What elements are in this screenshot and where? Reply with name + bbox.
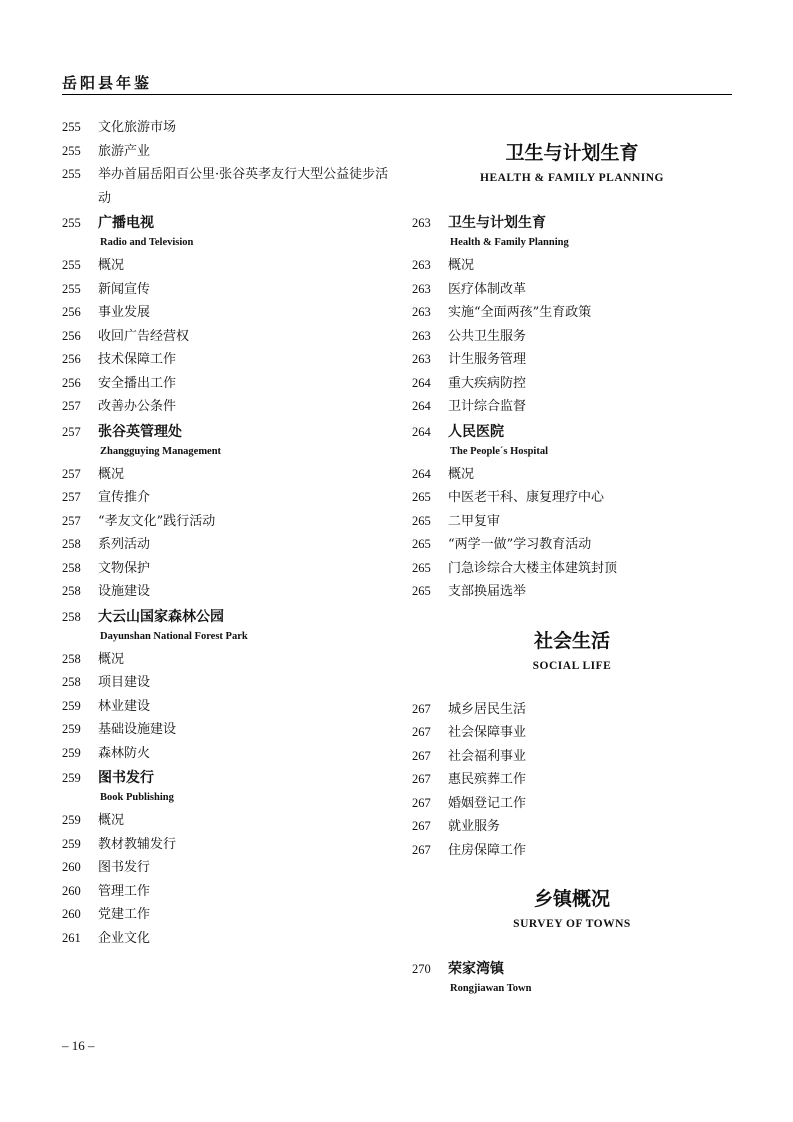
toc-page-number: 263 [412,216,431,230]
toc-entry [412,792,732,816]
major-section-english-title: SOCIAL LIFE [532,659,612,672]
toc-page-number: 258 [62,609,81,624]
toc-entry-title: 医疗体制改革 [448,281,527,297]
toc-entry [62,116,392,140]
major-section-heading [412,626,732,676]
toc-entry [412,348,732,372]
toc-entry-title: 概况 [98,813,125,828]
toc-entry-title: 概况 [98,651,125,667]
toc-entry-title: 技术保障工作 [98,352,177,367]
toc-page-number: 256 [62,328,81,343]
toc-page-number: 257 [62,399,81,413]
toc-page-number: 264 [412,466,431,481]
toc-entry [412,745,732,769]
toc-page-number: 263 [412,352,431,366]
toc-entry [62,278,392,302]
toc-entry-title: 项目建设 [98,675,151,690]
toc-entry [62,254,392,278]
toc-entry-title: 旅游产业 [98,143,151,159]
toc-page-number: 255 [62,143,81,158]
toc-page-number: 267 [412,772,431,786]
toc-entry [62,510,392,534]
major-section-english-title: HEALTH & FAMILY PLANNING [480,172,664,184]
toc-entry-title: 概况 [98,466,125,482]
toc-entry-title: 图书发行 [98,860,151,875]
toc-entry-title: 实施“全面两孩”生育政策 [448,305,592,320]
toc-entry-title: 支部换届选举 [448,584,527,599]
toc-page-number: 256 [62,305,81,319]
toc-entry [62,163,392,210]
toc-page-number: 255 [62,258,81,272]
toc-page-number: 259 [62,813,81,827]
toc-entry [412,721,732,745]
toc-entry-title: 二甲复审 [448,513,501,529]
toc-entry [412,325,732,349]
toc-page-number: 259 [62,836,81,851]
toc-section-english-title: The People´s Hospital [450,445,549,457]
toc-entry-title: 计生服务管理 [448,352,527,367]
toc-entry [62,880,392,904]
toc-entry [62,718,392,742]
toc-entry-title: 概况 [448,258,475,273]
toc-entry-title: 新闻宣传 [98,281,151,297]
toc-page-number: 270 [412,962,431,976]
toc-page-number: 256 [62,352,81,366]
toc-section-title: 人民医院 [448,423,504,440]
toc-page-number: 259 [62,745,81,760]
toc-entry-title: 卫计综合监督 [448,399,527,414]
toc-entry-title: 基础设施建设 [98,722,177,737]
toc-entry [62,372,392,396]
toc-page-number: 255 [62,216,81,230]
toc-page-number: 257 [62,466,81,481]
toc-page-number: 258 [62,584,81,598]
toc-page-number: 264 [412,399,431,413]
toc-entry [412,698,732,722]
toc-entry-title: 文物保护 [98,560,151,576]
toc-page-number: 260 [62,860,81,874]
toc-entry [412,372,732,396]
toc-entry [412,768,732,792]
toc-section-english-title: Zhangguying Management [100,445,222,457]
toc-entry [62,557,392,581]
running-header: 岳阳县年鉴 [62,74,153,92]
toc-page-number: 259 [62,771,81,785]
toc-page-number: 260 [62,907,81,921]
toc-entry [412,533,732,557]
toc-entry-title: “孝友文化”践行活动 [98,513,216,529]
toc-section-entry [62,765,392,791]
toc-entry-title: 林业建设 [98,698,151,714]
toc-entry-title: 文化旅游市场 [98,120,177,135]
toc-entry-title: 就业服务 [448,819,501,834]
toc-entry [412,463,732,487]
toc-entry-title: 设施建设 [98,584,151,599]
toc-page-number: 257 [62,513,81,528]
toc-entry [412,580,732,604]
toc-section-title: 张谷英管理处 [98,423,182,440]
toc-right-column [412,138,732,1000]
toc-entry [412,395,732,419]
toc-page-number: 255 [62,167,81,181]
toc-entry-title: 重大疾病防控 [448,375,527,391]
toc-entry [62,833,392,857]
toc-entry-title: 中医老干科、康复理疗中心 [448,490,605,505]
toc-entry-title: “两学一做”学习教育活动 [448,537,592,552]
toc-section-entry [412,956,732,982]
toc-page-number: 261 [62,930,81,945]
toc-entry-title: 管理工作 [98,883,151,899]
toc-entry [62,648,392,672]
toc-page-number: 264 [412,424,431,439]
major-section-title: 卫生与计划生育 [505,142,639,164]
toc-entry-title: 公共卫生服务 [448,328,527,344]
toc-entry [412,839,732,863]
toc-entry-title: 婚姻登记工作 [448,795,527,811]
toc-entry-title: 宣传推介 [98,490,151,505]
toc-entry-title: 住房保障工作 [448,842,527,858]
toc-entry-title: 事业发展 [98,305,151,320]
toc-entry [62,742,392,766]
toc-page-number: 263 [412,281,431,296]
toc-entry [412,557,732,581]
toc-page-number: 267 [412,725,431,739]
toc-entry-title: 收回广告经营权 [98,328,190,344]
toc-entry-title: 概况 [448,466,475,482]
toc-page-number: 265 [412,490,431,504]
toc-section-title: 卫生与计划生育 [448,215,546,231]
toc-entry [62,671,392,695]
toc-entry [62,856,392,880]
toc-page-number: 259 [62,722,81,736]
toc-entry-title: 社会福利事业 [448,748,527,764]
toc-entry [412,278,732,302]
major-section-title: 社会生活 [533,629,610,652]
toc-page-number: 267 [412,795,431,810]
toc-section-entry [62,604,392,630]
toc-left-column [62,116,392,950]
toc-entry [62,927,392,951]
toc-section-english-title: Radio and Television [100,237,194,248]
toc-page-number: 258 [62,560,81,575]
toc-entry [62,395,392,419]
toc-entry [62,903,392,927]
toc-page-number: 258 [62,537,81,551]
toc-page-number: 267 [412,748,431,763]
toc-entry-title: 党建工作 [98,907,151,922]
toc-entry [412,815,732,839]
toc-entry [412,510,732,534]
toc-entry [62,695,392,719]
header-rule [62,94,732,95]
toc-page-number: 265 [412,513,431,528]
toc-page-number: 256 [62,375,81,390]
major-section-heading [412,138,732,188]
toc-entry-title: 惠民殡葬工作 [448,772,527,787]
toc-page-number: 264 [412,375,431,390]
toc-page-number: 258 [62,651,81,666]
toc-page-number: 263 [412,328,431,343]
toc-entry [62,809,392,833]
toc-page-number: 267 [412,819,431,833]
toc-section-english-title: Rongjiawan Town [450,983,532,994]
toc-entry-title: 改善办公条件 [98,399,177,414]
toc-entry-title: 概况 [98,258,125,273]
toc-section-entry [62,419,392,445]
toc-entry [412,486,732,510]
toc-page-number: 267 [412,701,431,716]
major-section-heading [412,884,732,934]
toc-section-entry [62,210,392,236]
toc-entry [62,325,392,349]
toc-page-number: 265 [412,584,431,598]
toc-section-entry [412,210,732,236]
toc-page-number: 263 [412,305,431,319]
toc-entry [412,254,732,278]
toc-section-title: 广播电视 [98,215,154,231]
toc-entry-title: 社会保障事业 [448,725,527,740]
toc-entry [62,533,392,557]
toc-page-number: 267 [412,842,431,857]
toc-page-number: 255 [62,120,81,134]
toc-section-english-title: Book Publishing [100,792,174,803]
toc-entry [62,301,392,325]
toc-page-number: 259 [62,698,81,713]
toc-entry-title: 安全播出工作 [98,375,177,391]
toc-entry [62,140,392,164]
toc-page-number: 263 [412,258,431,272]
toc-entry [62,580,392,604]
toc-entry-title: 森林防火 [98,745,151,761]
major-section-title: 乡镇概况 [533,888,610,910]
toc-entry-title: 城乡居民生活 [448,701,527,717]
toc-entry-title: 企业文化 [98,930,151,946]
toc-section-english-title: Health & Family Planning [450,237,569,248]
toc-section-title: 大云山国家森林公园 [98,608,224,625]
toc-section-title: 图书发行 [98,770,154,786]
toc-entry [62,486,392,510]
toc-entry-title: 教材教辅发行 [98,836,177,852]
toc-entry [62,348,392,372]
toc-section-title: 荣家湾镇 [448,961,504,977]
toc-page-number: 258 [62,675,81,689]
toc-page-number: 255 [62,281,81,296]
toc-page-number: 257 [62,424,81,439]
toc-section-english-title: Dayunshan National Forest Park [100,630,248,642]
toc-page-number: 260 [62,883,81,898]
major-section-english-title: SURVEY OF TOWNS [513,918,631,930]
page-number: – 16 – [62,1038,95,1053]
toc-entry [62,463,392,487]
toc-page-number: 257 [62,490,81,504]
toc-entry-title: 门急诊综合大楼主体建筑封顶 [448,560,618,576]
toc-entry-title: 举办首届岳阳百公里·张谷英孝友行大型公益徒步活动 [98,167,389,206]
toc-entry [412,301,732,325]
toc-page-number: 265 [412,560,431,575]
toc-section-entry [412,419,732,445]
toc-page-number: 265 [412,537,431,551]
toc-entry-title: 系列活动 [98,537,151,552]
